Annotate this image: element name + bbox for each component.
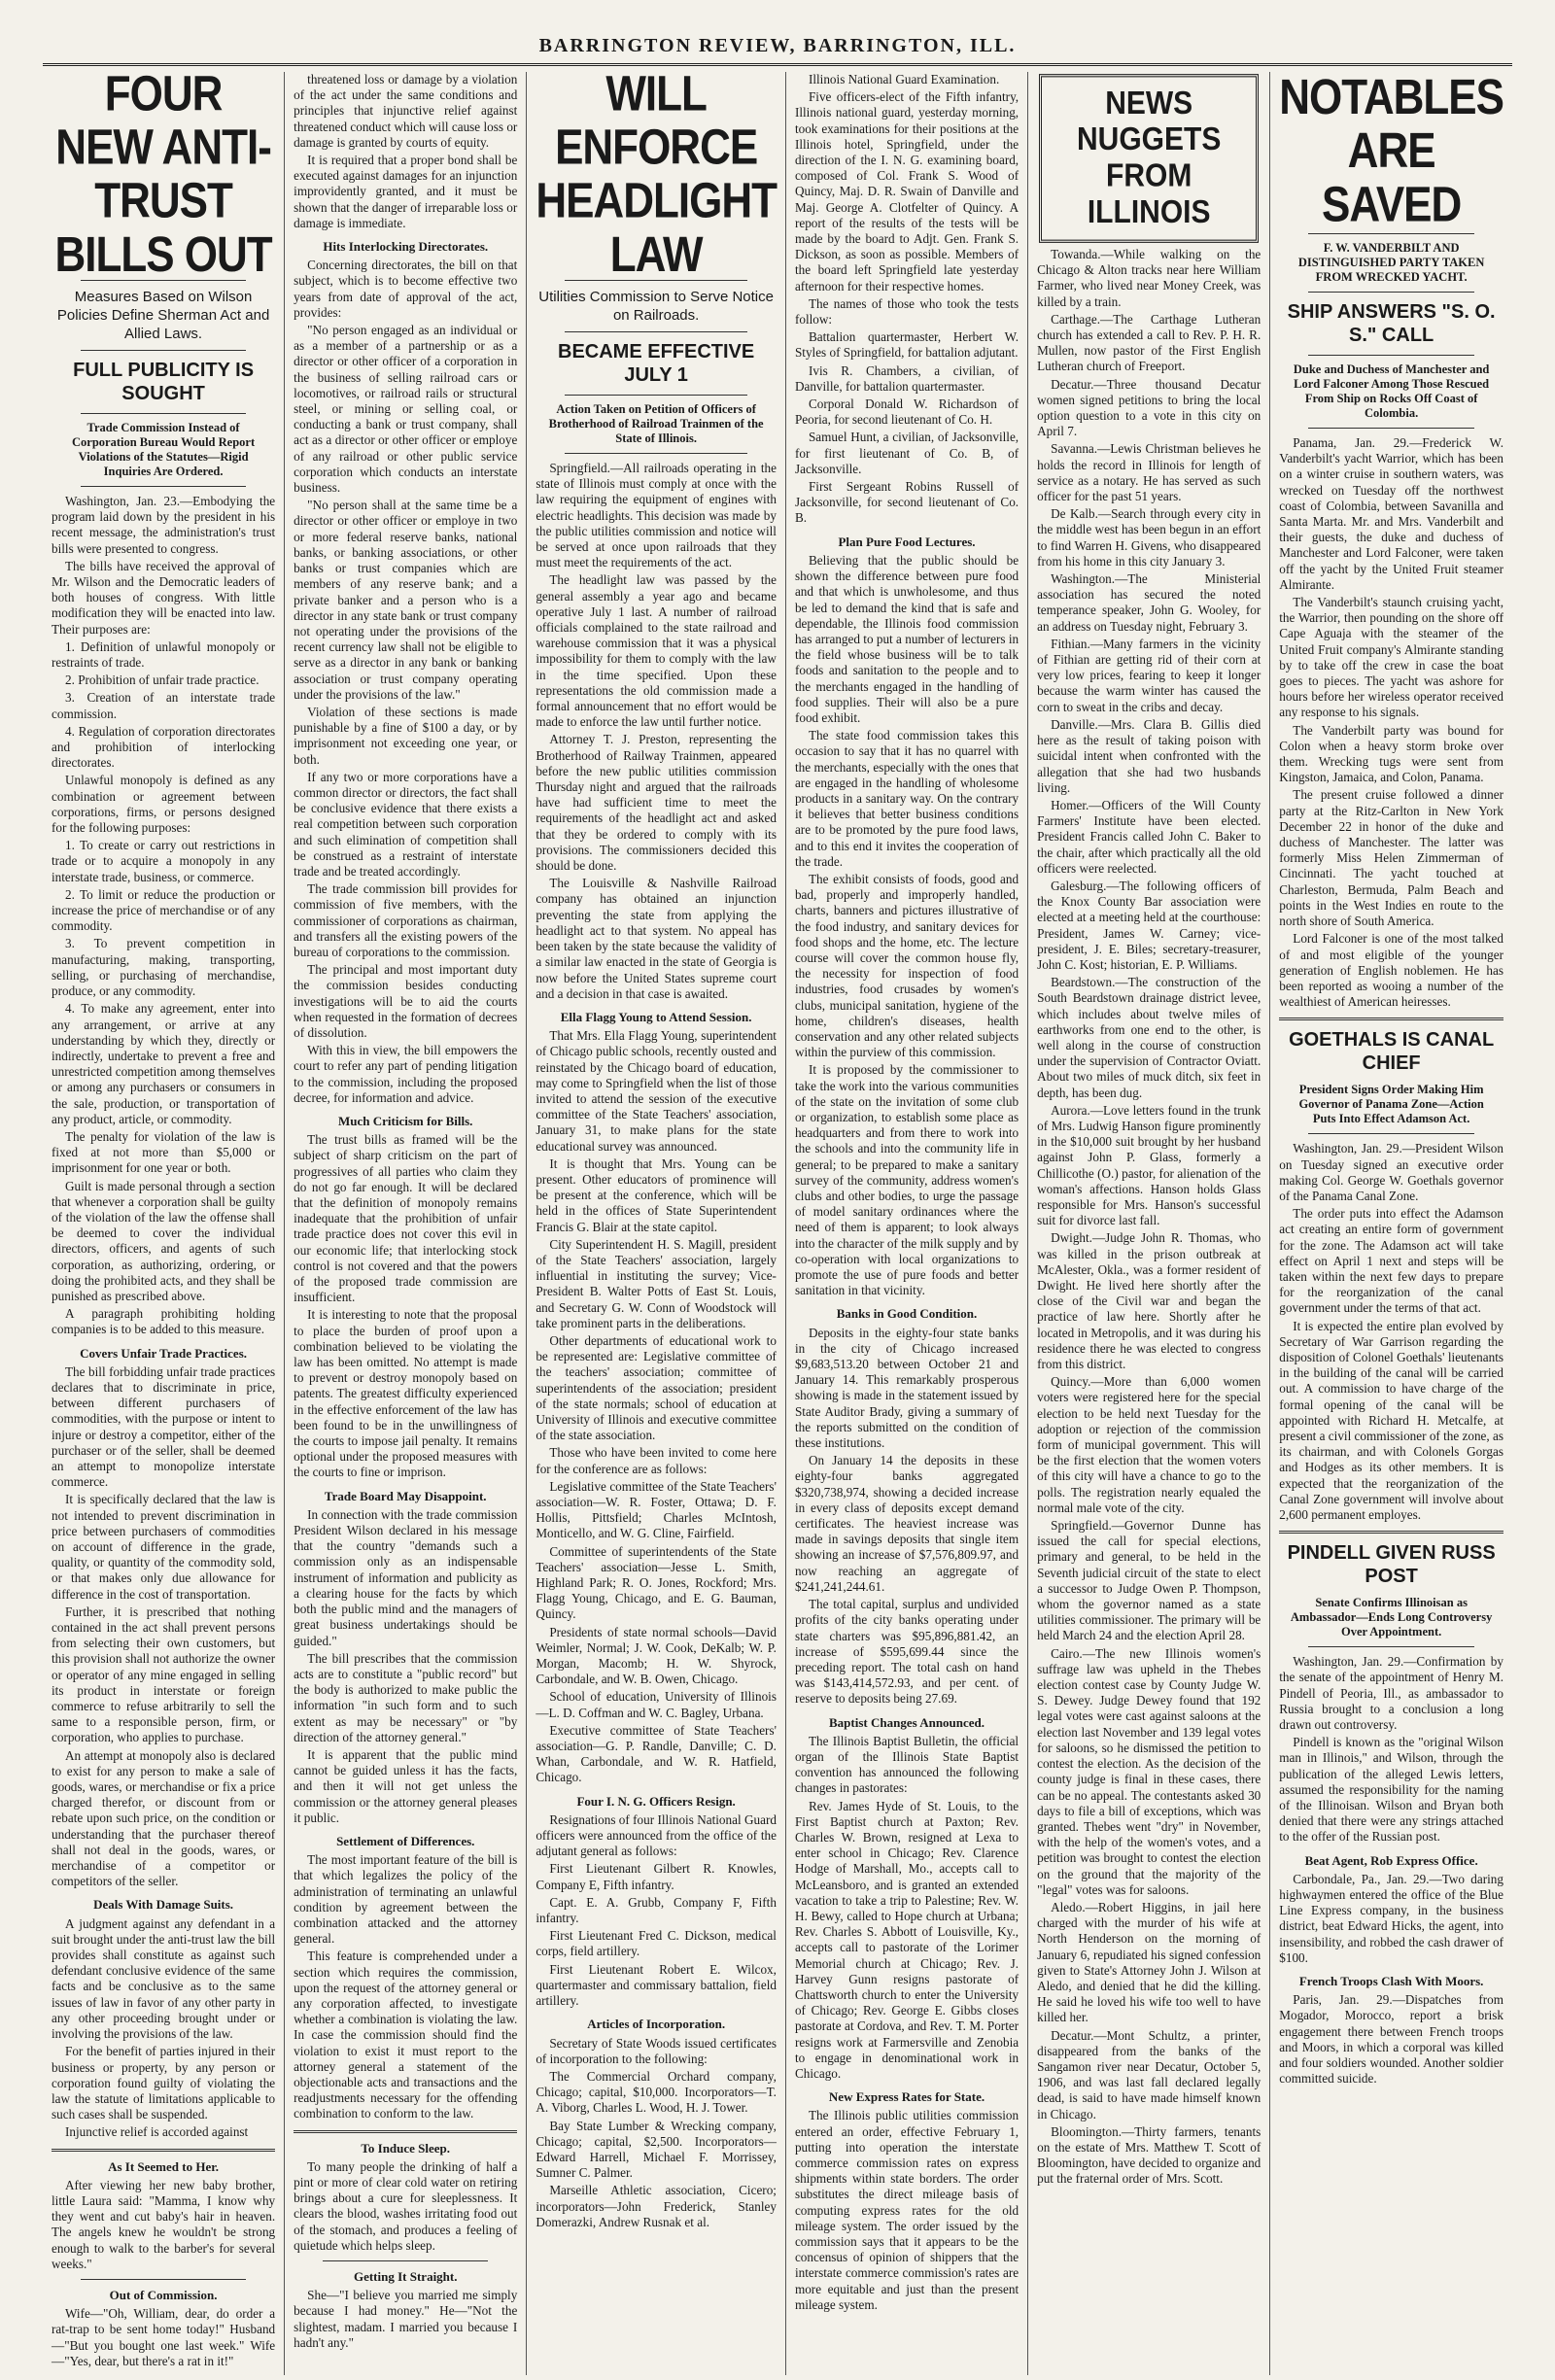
paragraph: Deposits in the eighty-four state banks in the city of Chicago increased $9,683,513.20 between October 21 and January 14. This remarkably prosperous showing is made in the statement issued by State Auditor Brady, giving a summary of the reports submitted on the condition of these institutions. bbox=[794, 1325, 1019, 1451]
paragraph: The Illinois Baptist Bulletin, the official organ of the Illinois State Baptist convention has announced the following changes in pastorates: bbox=[794, 1733, 1019, 1796]
paragraph: A paragraph prohibiting holding companies is to be added to this measure. bbox=[52, 1306, 276, 1337]
paragraph: Illinois National Guard Examination. bbox=[808, 72, 1000, 86]
divider bbox=[81, 413, 246, 414]
article-body bbox=[536, 2036, 777, 2230]
paragraph: First Sergeant Robins Russell of Jacksonville, for second lieutenant of Co. B. bbox=[794, 479, 1019, 526]
paragraph: Springfield.—All railroads operating in the state of Illinois must comply at once with the law requiring the equipment of engines with electric headlights. This decision was made by the public utilities commission and notice will be served at once upon railroads that they must meet the requirements of the act. bbox=[536, 461, 777, 570]
paragraph: Carbondale, Pa., Jan. 29.—Two daring highwaymen entered the office of the Blue Line Express company, in the business district, beat Edward Hicks, the agent, into insensibility, and robbed the cash drawer of $100. bbox=[1279, 1871, 1503, 1965]
deck-notables: Duke and Duchess of Manchester and Lord Falconer Among Those Rescued From Ship on Rocks Off Coast of Colombia. bbox=[1293, 362, 1490, 420]
paragraph: It is required that a proper bond shall be executed against damages for an injunction improvidently granted, and it must be shown that the danger of irreparable loss or damage is immediate. bbox=[294, 153, 518, 230]
paragraph: It is thought that Mrs. Young can be present. Other educators of prominence will be present at the conference, which will be held in the offices of State Superintendent Francis G. Blair at the state capitol. bbox=[536, 1156, 777, 1234]
filler-text: She—"I believe you married me simply because I had money." He—"Not the slightest, madam. I married you because I hadn't any." bbox=[294, 2288, 518, 2350]
paragraph: Carthage.—The Carthage Lutheran church has extended a call to Rev. P. H. R. Mullen, now pastor of the First English Lutheran church of Freeport. bbox=[1037, 311, 1261, 374]
paragraph: The principal and most important duty the commission besides conducting investigations will be to aid the courts when requested in the formation of decrees of dissolution. bbox=[294, 962, 518, 1040]
paragraph: The trust bills as framed will be the subject of sharp criticism on the part of progressives of all parties who claim they do not go far enough. It will be declared that the definition of monopoly remains inadequate that the prohibition of unfair trade practice does not cover this evil in our economic life; that interlocking stock control is not covered and that the powers of the proposed trade commission are insufficient. bbox=[294, 1132, 518, 1305]
paragraph: The present cruise followed a dinner party at the Ritz-Carlton in New York December 22 in honor of the duke and duchess of Manchester. The latter was formerly Miss Helen Zimmerman of Cincinnati. The yacht touched at Charleston, Bermuda, Palm Beach and points in the West Indies en route to the north shore of South America. bbox=[1279, 787, 1503, 929]
paragraph: Panama, Jan. 29.—Frederick W. Vanderbilt's yacht Warrior, which has been on a winter cruise in southern waters, was wrecked on Tuesday off the northwest coast of Colombia, between Savanilla and Santa Marta. Mr. and Mrs. Vanderbilt and their guests, the duke and duchess of Manchester and Lord Falconer, were taken off the yacht by the United Fruit steamer Almirante. bbox=[1279, 435, 1503, 592]
section-head: Baptist Changes Announced. bbox=[829, 1714, 985, 1730]
divider bbox=[565, 395, 747, 396]
headline-pindell: PINDELL GIVEN RUSS POST bbox=[1287, 1542, 1496, 1588]
article-body bbox=[294, 1507, 517, 1826]
paragraph: Ivis R. Chambers, a civilian, of Danville, for battalion quartermaster. bbox=[794, 362, 1019, 394]
paragraph: 4. To make any agreement, enter into any arrangement, or arrive at any understanding by which they, directly or indirectly, undertake to prevent a free and unrestricted competition among themselves or among any purchasers or consumers in the sale, production, or transportation of any product, article, or commodity. bbox=[52, 1001, 276, 1126]
paragraph: Guilt is made personal through a section that whenever a corporation shall be guilty of the violation of the law the offense shall be deemed to cover the individual directors, officers, and agents of such corporation, as authorizing, ordering, or doing the prohibited acts, and they shall be punished as prescribed above. bbox=[52, 1178, 276, 1303]
paragraph: If any two or more corporations have a common director or directors, the fact shall be conclusive evidence that there exists a real competition between such corporation and such elimination of competition shall be construed as a restraint of interstate trade and be treated accordingly. bbox=[294, 769, 518, 879]
paragraph: Danville.—Mrs. Clara B. Gillis died here as the result of taking poison with suicidal intent when confronted with the allegation that she had two husbands living. bbox=[1037, 716, 1261, 795]
paragraph: Attorney T. J. Preston, representing the Brotherhood of Railway Trainmen, appeared before the new public utilities commission Thursday night and argued that the railroads have had sufficient time to meet the requirements of the headlight act and asked that they be ordered to comply with its provisions. The commissioners decided this should be done. bbox=[536, 732, 777, 874]
divider bbox=[1279, 1018, 1503, 1020]
paragraph: 1. Definition of unlawful monopoly or restraints of trade. bbox=[52, 638, 276, 671]
divider bbox=[565, 453, 747, 454]
paragraph: Savanna.—Lewis Christman believes he holds the record in Illinois for length of service as a notary. He has served as such officer for the past 51 years. bbox=[1037, 441, 1261, 504]
paragraph: Paris, Jan. 29.—Dispatches from Mogador, Morocco, report a brisk engagement there between French troops and Moors, in which a corporal was killed and four soldiers wounded. Another soldier committed suicide. bbox=[1279, 1992, 1503, 2087]
article-body bbox=[795, 72, 1019, 527]
divider bbox=[1308, 233, 1474, 234]
paragraph: Fithian.—Many farmers in the vicinity of Fithian are getting rid of their corn at very low prices, fearing to keep it longer because the warm winter has caused the corn to sweat in the cribs and decay. bbox=[1037, 636, 1261, 714]
paragraph: Decatur.—Mont Schultz, a printer, disappeared from the banks of the Sangamon river near Decatur, October 5, 1906, and was last fall declared legally dead, is said to have made himself known in Chicago. bbox=[1037, 2027, 1261, 2121]
paragraph: School of education, University of Illinois—L. D. Coffman and W. C. Bagley, Urbana. bbox=[536, 1689, 777, 1720]
kicker-antitrust: FULL PUBLICITY IS SOUGHT bbox=[73, 360, 255, 404]
article-body bbox=[294, 1132, 517, 1480]
filler-text: After viewing her new baby brother, little Laura said: "Mamma, I know why they went and cut baby's hair in heaven. The angels knew he wouldn't be strong enough to walk to the barber's for several weeks." bbox=[52, 2177, 276, 2271]
paragraph: The names of those who took the tests follow: bbox=[794, 295, 1019, 328]
paragraph: Homer.—Officers of the Will County Farmers' Institute have been elected. President Francis called John C. Baker to the chair, after which practically all the old officers were reelected. bbox=[1037, 797, 1261, 876]
deck-headlight: Action Taken on Petition of Officers of Brotherhood of Railroad Trainmen of the State of Illinois. bbox=[548, 402, 764, 445]
paragraph: "No person shall at the same time be a director or other officer or employe in two or more federal reserve banks, national banks, or banking associations, or other banks or trust companies which are members of any reserve bank; and a private banker and a person who is a director in any state bank or trust company not operating under the provisions of the recent currency law shall not be eligible to serve as a director in any bank or banking association or trust company operating under the provisions of the law." bbox=[294, 498, 518, 702]
article-body bbox=[795, 553, 1019, 1299]
section-head: Articles of Incorporation. bbox=[587, 2017, 726, 2032]
paragraph: Capt. E. A. Grubb, Company F, Fifth infantry. bbox=[536, 1894, 777, 1926]
paragraph: Lord Falconer is one of the most talked of and most eligible of the younger generation of English noblemen. He has been reported as wooing a number of the wealthiest of American heiresses. bbox=[1279, 931, 1503, 1010]
paragraph: 2. To limit or reduce the production or increase the price of merchandise or of any commodity. bbox=[52, 886, 276, 934]
column-4 bbox=[785, 72, 1027, 2375]
divider bbox=[1308, 1133, 1474, 1134]
section-head: New Express Rates for State. bbox=[828, 2089, 985, 2105]
paragraph: Aledo.—Robert Higgins, in jail here charged with the murder of his wife at North Henderson on the morning of January 6, repudiated his signed confession given to State's Attorney John J. Wilson at Aledo, and denied that he did the killing. He said he loved his wife too well to have killed her. bbox=[1037, 1899, 1261, 2025]
paragraph: With this in view, the bill empowers the court to refer any part of pending litigation to the commission, including the proposed decree, for information and advice. bbox=[294, 1043, 518, 1105]
paragraph: First Lieutenant Gilbert R. Knowles, Company E, Fifth infantry. bbox=[536, 1861, 777, 1892]
paragraph: The state food commission takes this occasion to say that it has no quarrel with the merchants, especially with the ones that are engaged in the handling of wholesome products in a sanitary way. On the contrary it believes that better business conditions are to be promoted by the pure food laws, and to this end it invites the cooperation of the trade. bbox=[794, 728, 1019, 869]
paragraph: Executive committee of State Teachers' association—G. P. Randle, Danville; C. D. Whan, Carbondale, and W. R. Hatfield, Chicago. bbox=[536, 1722, 777, 1785]
paragraph: The Vanderbilt party was bound for Colon when a heavy storm broke over them. Wrecking tugs were sent from Kingston, Jamaica, and Colon, Panama. bbox=[1279, 722, 1503, 785]
paragraph: 3. Creation of an interstate trade commission. bbox=[52, 690, 276, 721]
paragraph: Injunctive relief is accorded against bbox=[65, 2124, 249, 2140]
article-body bbox=[52, 494, 275, 1338]
paragraph: Battalion quartermaster, Herbert W. Styles of Springfield, for battalion adjutant. bbox=[794, 329, 1019, 361]
divider bbox=[81, 486, 246, 487]
paragraph: "No person engaged as an individual or as a member of a partnership or as a director or other officer of a corporation in the business of selling railroad cars or locomotives, or railroad rails or structural steel, or mining or selling coal, or conducting a bank or trust company, shall act as a director or other officer or employe of any railroad or other public service corporation which conducts an interstate business. bbox=[294, 323, 518, 496]
paragraph: 3. To prevent competition in manufacturing, making, transporting, selling, or purchasing of merchandise, produce, or any commodity. bbox=[52, 936, 276, 999]
paragraph: Presidents of state normal schools—David Weimler, Normal; J. W. Cook, DeKalb; W. P. Morgan, Macomb; H. W. Shyrock, Carbondale, and W. B. Owen, Chicago. bbox=[536, 1624, 777, 1687]
article-body bbox=[1279, 1872, 1503, 1966]
article-body bbox=[536, 461, 777, 1002]
paragraph: City Superintendent H. S. Magill, president of the State Teachers' association, largely influential in instituting the survey; Vice-President B. Walter Potts of East St. Louis, and Secretary G. W. Conn of Woodstock will take prominent parts in the deliberations. bbox=[536, 1236, 777, 1330]
paragraph: The headlight law was passed by the general assembly a year ago and became operative July 1 last. A number of railroad officials complained to the state railroad and warehouse commission that it was a physical impossibility for them to comply with the law in the time specified. Upon these representations the old commission made a formal announcement that no effort would be made to enforce the law until further notice. bbox=[536, 572, 777, 730]
paragraph: Unlawful monopoly is defined as any combination or agreement between corporations, firms, or persons designed for the following purposes: bbox=[52, 773, 276, 836]
paragraph: It is specifically declared that the law is not intended to prevent discrimination in price between purchasers of commodities on account of difference in the grade, quality, or quantity of the commodity sold, or that makes only due allowance for difference in the cost of transportation. bbox=[52, 1492, 276, 1602]
filler-head: Getting It Straight. bbox=[353, 2269, 458, 2285]
paragraph: Washington, Jan. 29.—Confirmation by the senate of the appointment of Henry M. Pindell of Peoria, Ill., as ambassador to Russia brought to a conclusion a long drawn out controversy. bbox=[1279, 1654, 1503, 1732]
column-5 bbox=[1027, 72, 1269, 2375]
divider bbox=[1308, 292, 1474, 293]
paragraph: It is interesting to note that the proposal to place the burden of proof upon a combination believed to be violating the law has been omitted. No attempt is made to prevent or destroy monopoly based on patents. The greatest difficulty experienced in the effective enforcement of the law has been found to be in the unwillingness of the courts to impose jail penalty. It remains optional under the proposed measures with the courts to fine or imprison. bbox=[294, 1307, 518, 1480]
paragraph: Pindell is known as the "original Wilson man in Illinois," and Wilson, through the publication of the alleged Lewis letters, assumed the responsibility for the naming of the Illinoisan. Wilson and Bryan both denied that there were any strings attached to the offer of the Russian post. bbox=[1279, 1735, 1503, 1845]
article-body bbox=[536, 1812, 777, 2009]
divider bbox=[565, 331, 747, 332]
paragraph: Dwight.—Judge John R. Thomas, who was killed in the prison outbreak at McAlester, Okla., was a former resident of Dwight. He lived here shortly after the close of the Civil war and began the practice of law here. Shortly after he located in Metropolis, and it was during his residence there he was elected to congress from this district. bbox=[1037, 1230, 1261, 1372]
kicker-notables: SHIP ANSWERS "S. O. S." CALL bbox=[1287, 301, 1496, 346]
paragraph: Those who have been invited to come here for the conference are as follows: bbox=[536, 1445, 777, 1476]
paragraph: Marseille Athletic association, Cicero; incorporators—John Frederick, Stanley Domerazki, Andrew Rusnak et al. bbox=[536, 2183, 777, 2229]
headline-antitrust: FOUR NEW ANTI-TRUST BILLS OUT bbox=[54, 66, 272, 283]
paragraph: Beardstown.—The construction of the South Beardstown drainage district levee, which includes about twelve miles of earthworks from one end to the other, is well along in the course of construction under the supervision of Contractor Oviatt. About two miles of muck ditch, six feet in depth, has been dug. bbox=[1037, 975, 1261, 1100]
divider bbox=[1308, 1646, 1474, 1647]
paragraph: On January 14 the deposits in these eighty-four banks aggregated $320,738,974, showing a decided increase in every class of deposits except demand certificates. The heaviest increase was made in savings deposits that single item showing an increase of $7,576,809.97, and now reaching an aggregate of $241,241,244.61. bbox=[794, 1453, 1019, 1594]
paragraph: It is apparent that the public mind cannot be guided unless it has the facts, and then it will not get unless the commission or the attorney general pleases it public. bbox=[294, 1746, 518, 1825]
divider bbox=[323, 2260, 488, 2261]
paragraph: The total capital, surplus and undivided profits of the city banks operating under state charters was $95,896,881.42, an increase of $595,699.44 since the preceding report. The total cash on hand was $143,414,572.93, and per cent. of reserve to deposits being 27.69. bbox=[794, 1597, 1019, 1707]
paragraph: First Lieutenant Robert E. Wilcox, quartermaster and commissary battalion, field artillery. bbox=[536, 1961, 777, 2009]
deck-goethals: President Signs Order Making Him Governor of Panama Zone—Action Puts Into Effect Adamson Act. bbox=[1298, 1083, 1484, 1126]
divider bbox=[294, 2130, 517, 2133]
section-head: Banks in Good Condition. bbox=[836, 1306, 978, 1322]
masthead: BARRINGTON REVIEW, BARRINGTON, ILL. bbox=[43, 35, 1512, 66]
paragraph: Concerning directorates, the bill on that subject, which is to become effective two years from date of approval of the act, provides: bbox=[294, 258, 518, 320]
paragraph: Rev. James Hyde of St. Louis, to the First Baptist church at Paxton; Rev. Charles W. Brown, resigned at Lexa to enter school in Chicago; Rev. Clarence Hodge of Marshall, Mo., accepts call to McLeansboro, and is granted an extended vacation to take a trip to Palestine; Rev. W. H. Bewy, called to Hope church at Urbana; Rev. Charles S. Abbott of Louisville, Ky., accepts call to pastorate of the Lorimer Memorial church at Chicago; Rev. J. Harvey Gunn resigns pastorate of Chattsworth church to enter the University of Chicago; Rev. George E. Gibbs closes pastorate at Cordova, and Rev. T. M. Porter resigns work at Farmersville and Zenobia to engage in denominational work in Chicago. bbox=[794, 1798, 1019, 2081]
column-2 bbox=[284, 72, 526, 2375]
headline-goethals: GOETHALS IS CANAL CHIEF bbox=[1289, 1029, 1495, 1075]
paragraph: The penalty for violation of the law is fixed at not more than $5,000 or imprisonment for one year or both. bbox=[52, 1128, 276, 1176]
article-body bbox=[294, 258, 517, 1106]
filler-head: To Induce Sleep. bbox=[361, 2140, 451, 2156]
paragraph: Secretary of State Woods issued certificates of incorporation to the following: bbox=[536, 2035, 777, 2066]
paragraph: Believing that the public should be shown the difference between pure food and that which is unwholesome, and thus be led to demand the kind that is safe and dependable, the Illinois food commission has arranged to put a number of lecturers in the field whose business will be to talk foods and sanitation to the people and to the merchants engaged in the handling of food supplies. Their will also be a pure food exhibit. bbox=[794, 552, 1019, 725]
paragraph: That Mrs. Ella Flagg Young, superintendent of Chicago public schools, recently ousted and reinstated by the Chicago board of education, may come to Springfield when the list of those invited to attend the session of the executive committee of the State Teachers' association, January 31, to make plans for the state educational survey was announced. bbox=[536, 1028, 777, 1154]
column-6 bbox=[1269, 72, 1512, 2375]
article-body bbox=[1279, 1141, 1503, 1523]
section-head: Deals With Damage Suits. bbox=[93, 1897, 234, 1913]
filler-head: Out of Commission. bbox=[109, 2287, 218, 2302]
deck-pindell: Senate Confirms Illinoisan as Ambassador—Ends Long Controversy Over Appointment. bbox=[1290, 1596, 1493, 1639]
paragraph: In connection with the trade commission President Wilson declared in his message that the country "demands such a commission only as an indispensable instrument of information and publicity as a clearing house for the facts by which both the public mind and the managers of great business undertakings should be guided." bbox=[294, 1506, 518, 1648]
paragraph: Further, it is prescribed that nothing contained in the act shall prevent persons from selecting their own customers, but this provision shall not authorize the owner or operator of any mine engaged in selling its product in interstate or foreign commerce to refuse arbitrarily to sell the same to a responsible person, firm, or corporation, who applies to purchase. bbox=[52, 1604, 276, 1745]
paragraph: A judgment against any defendant in a suit brought under the anti-trust law the bill provides shall constitute as against such defendant conclusive evidence of the same facts and be conclusive as to the same issues of law in favor of any other party in any other proceeding brought under or involving the provisions of the law. bbox=[52, 1915, 276, 2042]
paragraph: The Illinois public utilities commission entered an order, effective February 1, putting into operation the interstate commerce commission rates on express shipments within state borders. The order substitutes the direct mileage basis of computing express rates for the old mileage system. The order issued by the commission says that it appears to be the concensus of opinion of shippers that the interstate commerce commission's rates are more equitable and just than the present mileage system. bbox=[794, 2108, 1019, 2312]
headline-headlight: WILL ENFORCE HEADLIGHT LAW bbox=[536, 66, 777, 283]
deck-antitrust: Trade Commission Instead of Corporation Bureau Would Report Violations of the Statutes—Rigid Inquiries Are Ordered. bbox=[72, 421, 256, 478]
paragraph: The exhibit consists of foods, good and bad, properly and improperly handled, charts, banners and pictures illustrative of the food industry, and sanitary devices for food shops and the home, etc. The lecture course will cover the common house fly, the necessity for inspection of food industries, food crusades by women's clubs, municipal sanitation, hygiene of the home, children's diseases, health conservation and any other related subjects within the purview of this commission. bbox=[794, 871, 1019, 1060]
paragraph: Aurora.—Love letters found in the trunk of Mrs. Ludwig Hanson figure prominently in the $10,000 suit brought by her husband against John P. Glass, formerly a Chillicothe (O.) pastor, for alienation of the woman's affections. Hanson holds Glass responsible for Mrs. Hanson's successful suit for divorce last fall. bbox=[1037, 1102, 1261, 1228]
article-body bbox=[294, 72, 517, 231]
article-body bbox=[1279, 1654, 1503, 1845]
section-head: Ella Flagg Young to Attend Session. bbox=[560, 1009, 752, 1024]
paragraph: The order puts into effect the Adamson act creating an entire form of government for the zone. The Adamson act will take effect on April 1 next and steps will be taken within the next few days to prepare for the reorganization of the canal government under the terms of that act. bbox=[1279, 1206, 1503, 1316]
paragraph: 2. Prohibition of unfair trade practice. bbox=[65, 673, 259, 688]
paragraph: Other departments of educational work to be represented are: Legislative committee of the teachers' association; committee of superintendents of the association; president of the state normals; school of education at University of Illinois and executive committee of the state association. bbox=[536, 1332, 777, 1443]
article-body bbox=[294, 1852, 517, 2121]
article-body bbox=[52, 1916, 275, 2141]
paragraph: Corporal Donald W. Richardson of Peoria, for second lieutenant of Co. H. bbox=[794, 397, 1019, 428]
paragraph: For the benefit of parties injured in their business or property, by any person or corporation found guilty of violating the law the statute of limitations applicable to such cases shall be suspended. bbox=[52, 2044, 276, 2122]
paragraph: The bill forbidding unfair trade practices declares that to discriminate in price, between different purchasers of commodities, with the purpose or intent to injure or destroy a competitor, either of the purchaser or of the seller, shall be deemed an attempt to monopolize interstate commerce. bbox=[52, 1363, 276, 1490]
section-head: French Troops Clash With Moors. bbox=[1298, 1974, 1484, 1989]
paragraph: Washington, Jan. 29.—President Wilson on Tuesday signed an executive order making Col. George W. Goethals governor of the Panama Canal Zone. bbox=[1279, 1141, 1503, 1203]
divider bbox=[81, 350, 246, 351]
paragraph: First Lieutenant Fred C. Dickson, medical corps, field artillery. bbox=[536, 1928, 777, 1959]
paragraph: Committee of superintendents of the State Teachers' association—Jesse L. Smith, Highland Park; R. O. Jones, Rockford; Mrs. Flagg Young, Chicago, and E. G. Bauman, Quincy. bbox=[536, 1543, 777, 1622]
article-body bbox=[1279, 1992, 1503, 2087]
paragraph: Resignations of four Illinois National Guard officers were announced from the office of the adjutant general as follows: bbox=[536, 1811, 777, 1859]
section-head: Plan Pure Food Lectures. bbox=[838, 534, 976, 549]
paragraph: It is proposed by the commissioner to take the work into the various communities of the state on the invitation of some club or organization, to establish some place as headquarters and from there to work into the schools and into the community life in general; to be prepared to make a sanitary survey of the community, address women's clubs and other bodies, to urge the passage of model sanitary ordinances where the need of them is apparent; to look always into the character of the milk supply and by co-operation with local organizations to promote the use of pure foods and better sanitation in that vicinity. bbox=[794, 1062, 1019, 1298]
paragraph: The Commercial Orchard company, Chicago; capital, $10,000. Incorporators—T. A. Viborg, Charles L. Wood, H. J. Tower. bbox=[536, 2068, 777, 2116]
paragraph: Bay State Lumber & Wrecking company, Chicago; capital, $2,500. Incorporators—Edward Harrell, Michael F. Morrissey, Sumner C. Palmer. bbox=[536, 2118, 777, 2181]
subhead-headlight: Utilities Commission to Serve Notice on Railroads. bbox=[538, 289, 774, 324]
filler-text: Wife—"Oh, William, dear, do order a rat-trap to be sent home today!" Husband—"But you bought one last week." Wife—"Yes, dear, but there's a rat in it!" bbox=[52, 2306, 276, 2368]
paragraph: It is expected the entire plan evolved by Secretary of War Garrison regarding the disposition of Colonel Goethals' lieutenants in the building of the canal will be carried out. A commission to have charge of the formal opening of the canal will be appointed with Richard H. Metcalfe, at present a civil commissioner of the zone, as its chairman, and with Colonels Gorgas and Hodges as its other members. It is expected that the reorganization of the Canal Zone government will involve about 2,600 permanent employes. bbox=[1279, 1318, 1503, 1522]
paragraph: 4. Regulation of corporation directorates and prohibition of interlocking directorates. bbox=[52, 723, 276, 771]
columns bbox=[43, 66, 1512, 2375]
paragraph: Decatur.—Three thousand Decatur women signed petitions to bring the local option question to a vote in this city on April 7. bbox=[1037, 376, 1261, 439]
divider bbox=[52, 2149, 275, 2152]
subhead-notables: F. W. VANDERBILT AND DISTINGUISHED PARTY TAKEN FROM WRECKED YACHT. bbox=[1297, 241, 1485, 284]
section-head: Four I. N. G. Officers Resign. bbox=[576, 1793, 736, 1809]
subhead-antitrust: Measures Based on Wilson Policies Define Sherman Act and Allied Laws. bbox=[56, 289, 270, 342]
article-body bbox=[795, 2108, 1019, 2313]
article-body bbox=[1037, 247, 1261, 2188]
paragraph: Bloomington.—Thirty farmers, tenants on the estate of Mrs. Matthew T. Scott of Bloomington, have decided to organize and put the fraternal order of Mrs. Scott. bbox=[1037, 2123, 1261, 2187]
kicker-headlight: BECAME EFFECTIVE JULY 1 bbox=[558, 341, 755, 386]
divider bbox=[81, 2279, 246, 2280]
column-1 bbox=[43, 66, 284, 2375]
article-body bbox=[795, 1734, 1019, 2082]
divider bbox=[1279, 1531, 1503, 1534]
article-body bbox=[536, 1028, 777, 1786]
paragraph: This feature is comprehended under a section which requires the commission, upon the request of the attorney general or any corporation affected, to investigate whether a combination is violating the law. In case the commission should find the violation to exist it must report to the attorney general a statement of the objectionable acts and transactions and the readjustments necessary for the offending combination to conform to the law. bbox=[294, 1949, 518, 2121]
paragraph: Cairo.—The new Illinois women's suffrage law was upheld in the Thebes election contest case by County Judge W. S. Dewey. Judge Dewey found that 192 legal votes were cast against saloons at the election last November and 139 legal votes for saloons, so he dismissed the petition to contest the election. As the decision of the county judge is final in these cases, there can be no appeal. The contestants asked 30 days to file a bill of exceptions, which was granted. Thebes went "dry" in November, with the help of the women's votes, and a petition was brought to contest the election on the ground that the majority of the "legal" votes was for saloons. bbox=[1037, 1645, 1261, 1897]
article-body bbox=[52, 1364, 275, 1890]
divider bbox=[1308, 428, 1474, 429]
paragraph: 1. To create or carry out restrictions in trade or to acquire a monopoly in any interstate trade, business, or commerce. bbox=[52, 838, 276, 884]
paragraph: Washington, Jan. 23.—Embodying the program laid down by the president in his recent message, the administration's trust bills were presented to congress. bbox=[52, 494, 276, 556]
paragraph: Five officers-elect of the Fifth infantry, Illinois national guard, yesterday morning, took examinations for their positions at the Illinois hotel, Springfield, under the direction of the I. N. G. examining board, composed of Col. Frank S. Wood of Quincy, Maj. D. R. Swain of Danville and Maj. George A. Clotfelter of Quincy. A report of the results of the tests will be made by the board to Adjt. Gen. Frank S. Dickson, as soon as possible. Members of the board left Springfield late yesterday afternoon for their respective homes. bbox=[794, 89, 1019, 293]
section-head: Trade Board May Disappoint. bbox=[324, 1488, 487, 1503]
paragraph: Quincy.—More than 6,000 women voters were registered here for the special election to be held next Tuesday for the adoption or rejection of the commission form of municipal government. This will be the first election that the women voters of this city will have a chance to go to the polls. The registration nearly equaled the normal male vote of the city. bbox=[1037, 1374, 1261, 1515]
divider bbox=[1308, 355, 1474, 356]
section-head: Much Criticism for Bills. bbox=[338, 1114, 473, 1128]
paragraph: Galesburg.—The following officers of the Knox County Bar association were elected at a meeting held at the courthouse: President, James W. Carney; vice-president, J. E. Biles; secretary-treasurer, John C. Kost; historian, E. P. Williams. bbox=[1037, 878, 1261, 972]
paragraph: The trade commission bill provides for commission of five members, with the commissioner of corporations as chairman, and transfers all the existing powers of the bureau of corporations to the commission. bbox=[294, 881, 518, 959]
paragraph: threatened loss or damage by a violation of the act under the same conditions and principles that injunctive relief against threatened conduct which will cause loss or damage is granted by courts of equity. bbox=[294, 72, 518, 150]
paragraph: The bill prescribes that the commission acts are to constitute a "public record" but the body is authorized to make public the information "in such form and to such extent as may be necessary" or "by direction of the attorney general." bbox=[294, 1650, 518, 1744]
paragraph: Samuel Hunt, a civilian, of Jacksonville, for first lieutenant of Co. B, of Jacksonville. bbox=[794, 430, 1019, 476]
paragraph: De Kalb.—Search through every city in the middle west has been begun in an effort to find Warren H. Givens, who disappeared from his home in this city January 3. bbox=[1037, 506, 1261, 569]
paragraph: The most important feature of the bill is that which legalizes the policy of the administration of terminating an unlawful condition by agreement between the combination attacked and the attorney general. bbox=[294, 1852, 518, 1947]
news-nuggets-banner: NEWS NUGGETS FROM ILLINOIS bbox=[1039, 74, 1259, 243]
article-body bbox=[795, 1326, 1019, 1707]
paragraph: The Vanderbilt's staunch cruising yacht, the Warrior, then pounding on the shore off Cape Aguaja with the steamer of the United Fruit company's Almirante standing by to take off the crew in case the boat goes to pieces. The yacht was ashore for hours before her wireless operator received any response to his signals. bbox=[1279, 595, 1503, 720]
filler-head: As It Seemed to Her. bbox=[108, 2158, 220, 2174]
paragraph: The Louisville & Nashville Railroad company has obtained an injunction preventing the state from applying the headlight act to that system. No appeal has been taken by the state because the validity of a similar law enacted in the state of Georgia is now before the United States supreme court and a decision in that case is awaited. bbox=[536, 876, 777, 1001]
filler-text: To many people the drinking of half a pint or more of clear cold water on retiring brings about a cure for sleeplessness. It clears the blood, washes irritating food out of the stomach, and produces a feeling of quietude which helps sleep. bbox=[294, 2158, 518, 2253]
paragraph: Springfield.—Governor Dunne has issued the call for special elections, primary and general, to be held in the Seventh judicial circuit of the state to elect a successor to Judge Owen P. Thompson, whom the governor named as a state utilities commissioner. The primary will be held March 24 and the election April 28. bbox=[1037, 1518, 1261, 1643]
paragraph: The bills have received the approval of Mr. Wilson and the Democratic leaders of both houses of congress. With little modification they will be enacted into law. Their purposes are: bbox=[52, 558, 276, 637]
section-head: Beat Agent, Rob Express Office. bbox=[1304, 1852, 1478, 1868]
paragraph: Washington.—The Ministerial association has secured the noted temperance speaker, John G. Wooley, for an address on Tuesday night, February 3. bbox=[1037, 571, 1261, 634]
article-body bbox=[1279, 435, 1503, 1010]
paragraph: Legislative committee of the State Teachers' association—W. R. Foster, Ottawa; D. F. Hollis, Pittsfield; Charles McIntosh, Monticello, and W. G. Cline, Fairfield. bbox=[536, 1478, 777, 1541]
headline-notables: NOTABLES ARE SAVED bbox=[1279, 70, 1503, 232]
paragraph: Towanda.—While walking on the Chicago & Alton tracks near here William Farmer, who lived near Money Creek, was killed by a train. bbox=[1037, 247, 1261, 309]
paragraph: An attempt at monopoly also is declared to exist for any person to make a sale of goods, wares, or merchandise or fix a price charged therefor, or discount from or rebate upon such price, on the condition or understanding that the purchaser thereof shall not deal in the goods, wares, or merchandise of a competitor or competitors of the seller. bbox=[52, 1747, 276, 1889]
section-head: Settlement of Differences. bbox=[336, 1833, 475, 1848]
paragraph: Violation of these sections is made punishable by a fine of $100 a day, or by imprisonment not exceeding one year, or both. bbox=[294, 704, 518, 767]
section-head: Hits Interlocking Directorates. bbox=[323, 239, 489, 255]
section-head: Covers Unfair Trade Practices. bbox=[80, 1345, 247, 1361]
column-3 bbox=[526, 66, 785, 2375]
